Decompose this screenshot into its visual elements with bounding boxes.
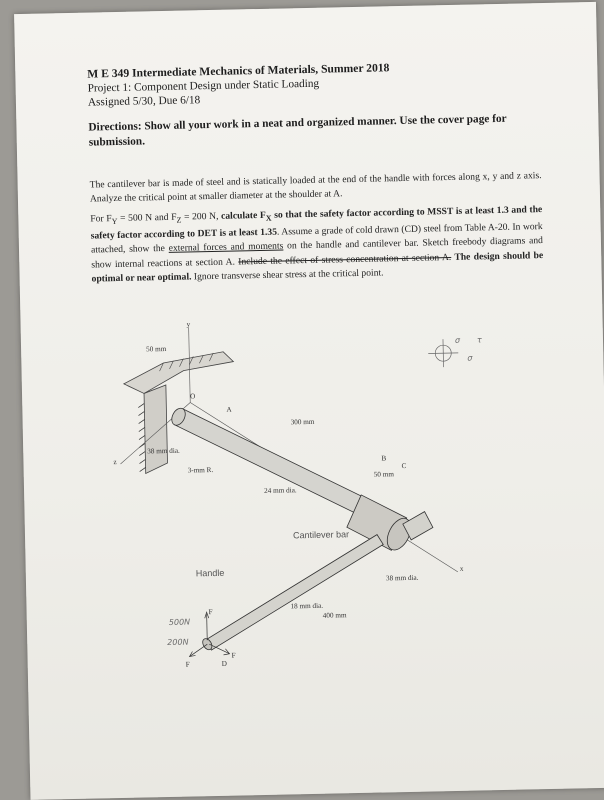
text-segment: For F: [90, 213, 112, 225]
handwritten-500n: 500N: [168, 617, 191, 627]
stress-element-sketch: [428, 339, 459, 368]
point-b-label: B: [381, 454, 387, 463]
text-segment: = 200 N,: [181, 210, 222, 223]
dim-24mm: 24 mm dia.: [264, 486, 297, 495]
handwritten-sigma-y: σ: [454, 335, 461, 345]
bold-segment: calculate F: [220, 209, 266, 222]
text-segment: = 500 N and F: [117, 211, 177, 224]
text-segment: on the handle and cantilever bar. Sketch freebody diagrams and show internal reactions at section A.: [91, 235, 544, 271]
figure-svg: [103, 315, 550, 674]
assigned-dates: Assigned 5/30, Due 6/18: [87, 94, 201, 109]
dim-38mm-right: 38 mm dia.: [385, 573, 419, 583]
point-c-label: C: [401, 461, 407, 471]
dim-18mm: 18 mm dia.: [290, 601, 324, 611]
point-d-label: D: [221, 659, 228, 668]
dim-50mm-top: 50 mm: [146, 344, 167, 354]
text-segment: . Assume a grade of cold drawn (CD) steel from Table A-20. In work attached, show the: [90, 221, 543, 256]
handle: [199, 534, 386, 651]
handwritten-tau: τ: [476, 335, 482, 345]
handwritten-200n: 200N: [167, 637, 189, 648]
handle-label: Handle: [195, 567, 225, 579]
course-title: M E 349 Intermediate Mechanics of Materials, Summer 2018: [87, 61, 390, 81]
dim-50mm-right: 50 mm: [373, 470, 395, 479]
force-fx-label: F: [231, 651, 236, 660]
project-title: Project 1: Component Design under Static Loading: [87, 77, 320, 95]
subscript: X: [265, 213, 272, 223]
dim-400mm: 400 mm: [322, 611, 347, 620]
directions: Directions: Show all your work in a neat and organized manner. Use the cover page for submission.: [88, 112, 507, 149]
dim-3mm-radius: 3-mm R.: [187, 466, 214, 475]
force-fy-label: F: [208, 608, 213, 617]
point-o-label: O: [190, 392, 196, 401]
handwritten-sigma-z: σ: [467, 353, 473, 363]
force-fz-label: F: [185, 660, 190, 669]
cantilever-bar-label: Cantilever bar: [292, 529, 350, 541]
bold-segment: The design should be optimal or near optimal.: [91, 249, 544, 285]
paragraph-intro: The cantilever bar is made of steel and is statically loaded at the end of the handle with forces along x, y and z axis. Analyze the critical point at smaller diameter at the shoulder at A.: [89, 170, 542, 205]
axis-z-label: z: [113, 458, 117, 467]
paper-sheet: [14, 2, 604, 800]
struck-segment: Include the effect of stress concentration at section A.: [238, 251, 452, 267]
dim-38mm-left: 38 mm dia.: [147, 446, 180, 456]
point-a-label: A: [226, 405, 232, 414]
bold-segment: so that the safety factor according to MSST is at least 1.3 and the safety factor according to DET is at least 1.35: [90, 204, 543, 242]
subscript: Z: [176, 215, 182, 225]
cantilever-figure: [103, 315, 550, 674]
axis-y-label: y: [186, 320, 191, 329]
underlined-segment: external forces and moments: [168, 240, 284, 255]
document-header: [87, 59, 508, 110]
subscript: Y: [111, 216, 118, 226]
paragraph-task: [90, 203, 543, 286]
text-segment: Ignore transverse shear stress at the critical point.: [191, 267, 384, 283]
axis-x-label: x: [459, 564, 464, 573]
dim-300mm: 300 mm: [290, 417, 315, 427]
